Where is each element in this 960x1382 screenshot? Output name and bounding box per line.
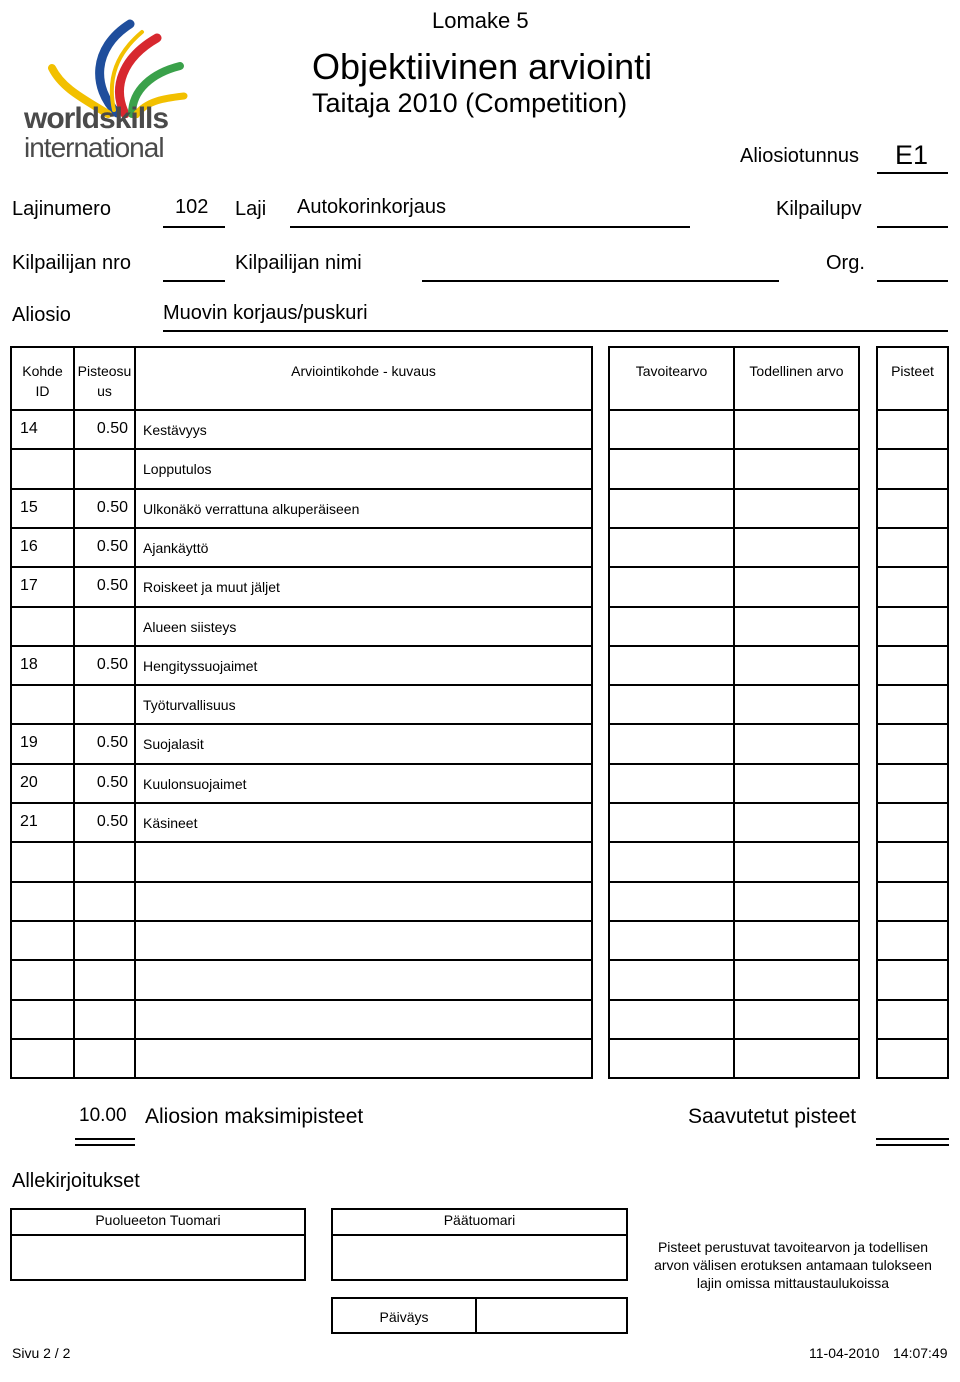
- max-points-value: 10.00: [79, 1105, 127, 1126]
- kilpailijan-nro-underline: [163, 280, 225, 282]
- row-id: 21: [20, 813, 38, 830]
- row-description: Kestävyys: [143, 422, 207, 438]
- table-row: [10, 566, 949, 605]
- table-row: [10, 409, 949, 448]
- neutral-judge-divider: [10, 1234, 306, 1236]
- header-kohde-line2: ID: [35, 383, 50, 399]
- scoring-note-line2: arvon välisen erotuksen antamaan tulokseen: [654, 1257, 932, 1273]
- table-row: [10, 645, 949, 684]
- logo-line2: international: [24, 132, 164, 163]
- footer-page: Sivu 2 / 2: [12, 1345, 71, 1361]
- kilpailupv-underline: [877, 226, 948, 228]
- laji-value: Autokorinkorjaus: [297, 196, 446, 218]
- head-judge-label: Päätuomari: [443, 1212, 516, 1228]
- row-points: 0.50: [96, 577, 128, 594]
- table-row: [10, 841, 949, 880]
- neutral-judge-label: Puolueeton Tuomari: [95, 1212, 221, 1228]
- footer-time: 14:07:49: [893, 1345, 948, 1361]
- header-pisteosuus-line1: Pisteosu: [77, 363, 132, 379]
- aliosio-underline: [163, 330, 948, 332]
- table-row: [10, 448, 949, 487]
- kilpailijan-nro-label: Kilpailijan nro: [12, 252, 131, 274]
- table-row: [10, 527, 949, 566]
- table-row: [10, 1038, 949, 1077]
- row-description: Käsineet: [143, 815, 198, 831]
- row-points: 0.50: [96, 813, 128, 830]
- table-row: [10, 684, 949, 723]
- scoring-note-line3: lajin omissa mittaustaulukoissa: [696, 1275, 890, 1291]
- header-todellinen: Todellinen arvo: [749, 363, 844, 379]
- table-row: [10, 802, 949, 841]
- worldskills-logo: [22, 18, 192, 168]
- head-judge-divider: [331, 1234, 628, 1236]
- header-kohde-line1: Kohde: [22, 363, 63, 379]
- scoring-note: [640, 1238, 946, 1292]
- signatures-heading: Allekirjoitukset: [12, 1170, 140, 1192]
- laji-label: Laji: [235, 198, 267, 220]
- aliosio-value: Muovin korjaus/puskuri: [163, 302, 368, 324]
- org-label: Org.: [826, 252, 865, 274]
- kilpailupv-label: Kilpailupv: [776, 198, 862, 220]
- form-number: Lomake 5: [432, 8, 529, 33]
- row-points: 0.50: [96, 538, 128, 555]
- header-pisteet: Pisteet: [891, 363, 934, 379]
- table-row: [10, 723, 949, 762]
- footer-date: 11-04-2010: [809, 1345, 880, 1361]
- table-row: [10, 959, 949, 998]
- max-points-label: Aliosion maksimipisteet: [145, 1105, 364, 1128]
- row-points: 0.50: [96, 499, 128, 516]
- aliosiotunnus-underline: [877, 172, 948, 174]
- row-description: Ajankäyttö: [143, 540, 209, 556]
- table-row: [10, 920, 949, 959]
- max-points-underline: [75, 1138, 135, 1146]
- header-kuvaus: Arviointikohde - kuvaus: [291, 363, 436, 379]
- achieved-points-label: Saavutetut pisteet: [688, 1105, 857, 1128]
- row-id: 18: [20, 656, 38, 673]
- table-row: [10, 606, 949, 645]
- table-row: [10, 488, 949, 527]
- lajinumero-label: Lajinumero: [12, 198, 111, 220]
- row-id: 19: [20, 734, 38, 751]
- row-description: Roiskeet ja muut jäljet: [143, 579, 280, 595]
- row-id: 14: [20, 420, 38, 437]
- aliosiotunnus-value: E1: [895, 140, 929, 170]
- achieved-points-underline: [876, 1138, 949, 1146]
- row-description: Lopputulos: [143, 461, 212, 477]
- row-points: 0.50: [96, 656, 128, 673]
- page-subtitle: Taitaja 2010 (Competition): [312, 88, 628, 118]
- row-id: 20: [20, 774, 38, 791]
- row-id: 17: [20, 577, 38, 594]
- row-points: 0.50: [96, 774, 128, 791]
- aliosio-label: Aliosio: [12, 304, 71, 326]
- row-points: 0.50: [96, 420, 128, 437]
- scoring-note-line1: Pisteet perustuvat tavoitearvon ja todellisen: [657, 1239, 929, 1255]
- aliosiotunnus-label: Aliosiotunnus: [740, 145, 859, 167]
- row-description: Hengityssuojaimet: [143, 658, 258, 674]
- header-kohde: [12, 361, 73, 401]
- table-row: [10, 881, 949, 920]
- header-tavoitearvo: Tavoitearvo: [635, 363, 708, 379]
- date-label: Päiväys: [379, 1309, 429, 1325]
- row-description: Alueen siisteys: [143, 619, 237, 635]
- row-description: Kuulonsuojaimet: [143, 776, 247, 792]
- kilpailijan-nimi-label: Kilpailijan nimi: [235, 252, 362, 274]
- table-row: [10, 999, 949, 1038]
- lajinumero-underline: [163, 226, 225, 228]
- table-row: [10, 763, 949, 802]
- header-pisteosuus-line2: us: [97, 383, 112, 399]
- kilpailijan-nimi-underline: [422, 280, 779, 282]
- row-id: 16: [20, 538, 38, 555]
- row-points: 0.50: [96, 734, 128, 751]
- row-description: Suojalasit: [143, 736, 204, 752]
- row-description: Ulkonäkö verrattuna alkuperäiseen: [143, 501, 360, 517]
- row-description: Työturvallisuus: [143, 697, 236, 713]
- header-pisteosuus: [75, 361, 134, 401]
- logo-line1: worldskills: [24, 102, 169, 135]
- laji-underline: [290, 226, 690, 228]
- row-id: 15: [20, 499, 38, 516]
- lajinumero-value: 102: [175, 196, 209, 218]
- page-title: Objektiivinen arviointi: [312, 46, 653, 87]
- org-underline: [877, 280, 948, 282]
